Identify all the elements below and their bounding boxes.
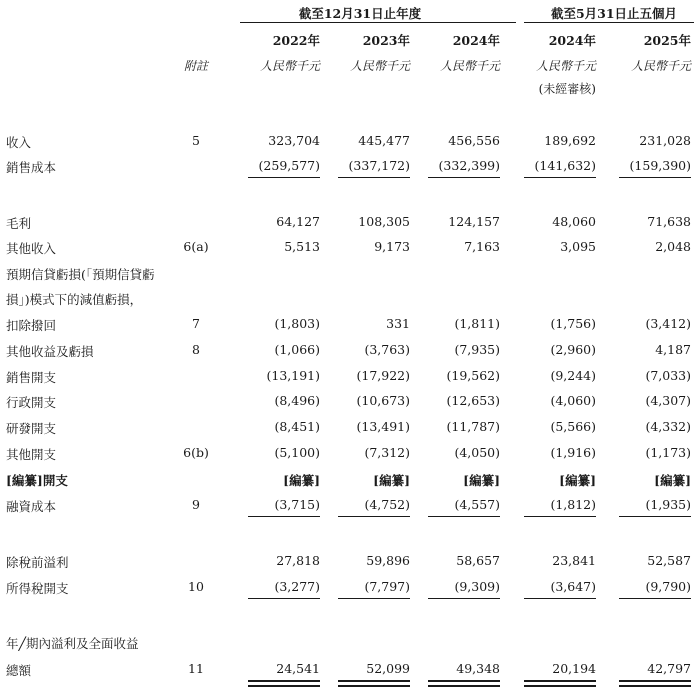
row-value: [編纂] [283,473,320,488]
row-value: 189,692 [544,133,596,148]
subtotal-rule [338,598,410,599]
row-value: (8,451) [274,419,320,434]
subtotal-rule [524,177,596,178]
header-group-annual: 截至12月31日止年度 [298,6,422,21]
row-label: 預期信貸虧損(「預期信貸虧 [6,267,155,282]
row-value: (9,790) [645,579,691,594]
row-value: 48,060 [552,214,596,229]
row-value: (259,577) [258,158,320,173]
row-value: 59,896 [366,553,410,568]
row-value: (7,935) [454,342,500,357]
row-note: 11 [188,661,204,676]
row-label: 損」)模式下的減值虧損， [6,292,143,307]
row-value: (1,756) [550,316,596,331]
row-value: (3,277) [274,579,320,594]
header-unit-2: 人民幣千元 [349,59,410,73]
header-unit-1: 人民幣千元 [259,59,320,73]
header-note-label: 附註 [184,59,209,73]
subtotal-rule [524,598,596,599]
row-value: (332,399) [438,158,500,173]
subtotal-rule [619,598,691,599]
row-value: 445,477 [358,133,410,148]
row-value: (9,244) [550,368,596,383]
subtotal-rule [248,516,320,517]
row-label: 行政開支 [6,395,57,410]
row-value: (7,033) [645,368,691,383]
row-note: 5 [192,133,200,148]
row-value: (1,066) [274,342,320,357]
row-value: (8,496) [274,393,320,408]
row-label: 融資成本 [6,499,57,514]
row-label: 毛利 [6,216,32,231]
row-note: 10 [188,579,204,594]
header-unit-5: 人民幣千元 [630,59,691,73]
row-value: (4,060) [550,393,596,408]
row-value: (4,557) [454,497,500,512]
row-label: 銷售成本 [6,160,57,175]
row-value: (13,191) [266,368,320,383]
total-double-rule [524,680,596,687]
row-value: (4,752) [364,497,410,512]
row-value: (13,491) [356,419,410,434]
row-value: (1,811) [454,316,500,331]
subtotal-rule [619,516,691,517]
row-value: (1,935) [645,497,691,512]
row-label: 其他收入 [6,241,57,256]
row-value: 52,099 [366,661,410,676]
row-value: 23,841 [552,553,596,568]
row-value: (7,312) [364,445,410,460]
row-value: 124,157 [448,214,500,229]
row-value: (5,100) [274,445,320,460]
row-label: 研發開支 [6,421,57,436]
row-value: (1,803) [274,316,320,331]
row-value: (12,653) [446,393,500,408]
subtotal-rule [428,598,500,599]
row-value: (4,050) [454,445,500,460]
row-value: (19,562) [446,368,500,383]
row-label: 除稅前溢利 [6,555,69,570]
row-value: 71,638 [647,214,691,229]
total-double-rule [338,680,410,687]
row-value: 24,541 [276,661,320,676]
header-year-1: 2022年 [272,33,320,48]
row-value: 4,187 [655,342,691,357]
row-value: (337,172) [348,158,410,173]
row-value: 3,095 [560,239,596,254]
row-value: 64,127 [276,214,320,229]
subtotal-rule [428,516,500,517]
subtotal-rule [524,516,596,517]
row-value: 323,704 [268,133,320,148]
total-double-rule [248,680,320,687]
row-value: (4,307) [645,393,691,408]
row-value: 9,173 [374,239,410,254]
row-value: 108,305 [358,214,410,229]
row-label: 扣除撥回 [6,318,57,333]
row-value: (3,647) [550,579,596,594]
row-label: 所得稅開支 [6,581,69,596]
header-unaudited: (未經審核) [538,82,596,96]
row-value: 20,194 [552,661,596,676]
subtotal-rule [428,177,500,178]
row-value: 7,163 [464,239,500,254]
row-label: 總額 [6,663,32,678]
row-value: 456,556 [448,133,500,148]
row-value: (9,309) [454,579,500,594]
subtotal-rule [248,177,320,178]
subtotal-rule [248,598,320,599]
total-double-rule [619,680,691,687]
row-value: (159,390) [629,158,691,173]
row-label: 銷售開支 [6,370,57,385]
row-value: 5,513 [284,239,320,254]
row-value: (2,960) [550,342,596,357]
row-value: 331 [386,316,410,331]
row-value: 2,048 [655,239,691,254]
row-value: (3,715) [274,497,320,512]
header-year-2: 2023年 [362,33,410,48]
row-value: 231,028 [639,133,691,148]
header-year-4: 2024年 [548,33,596,48]
row-value: (7,797) [364,579,410,594]
row-note: 7 [192,316,200,331]
header-year-5: 2025年 [643,33,691,48]
subtotal-rule [338,516,410,517]
row-note: 6(b) [183,445,209,460]
row-value: (5,566) [550,419,596,434]
row-value: 27,818 [276,553,320,568]
row-value: [編纂] [463,473,500,488]
row-note: 9 [192,497,200,512]
row-value: [編纂] [654,473,691,488]
subtotal-rule [338,177,410,178]
row-label: 年╱期內溢利及全面收益 [6,636,139,651]
row-value: (141,632) [534,158,596,173]
row-value: (1,916) [550,445,596,460]
header-group-five-months-rule [524,22,694,23]
row-value: (3,412) [645,316,691,331]
row-note: 6(a) [183,239,209,254]
header-group-five-months: 截至5月31日止五個月 [550,6,678,21]
row-value: [編纂] [559,473,596,488]
row-label: 收入 [6,135,32,150]
row-value: 52,587 [647,553,691,568]
total-double-rule [428,680,500,687]
row-label: 其他開支 [6,447,57,462]
row-note: 8 [192,342,200,357]
row-value: 42,797 [647,661,691,676]
header-unit-4: 人民幣千元 [535,59,596,73]
header-year-3: 2024年 [452,33,500,48]
row-value: (17,922) [356,368,410,383]
row-value: (10,673) [356,393,410,408]
row-value: 49,348 [456,661,500,676]
row-value: (1,173) [645,445,691,460]
header-group-annual-rule [240,22,516,23]
row-value: (3,763) [364,342,410,357]
row-value: (11,787) [446,419,500,434]
row-label: 其他收益及虧損 [6,344,94,359]
row-value: 58,657 [456,553,500,568]
row-label: [編纂]開支 [6,473,68,488]
subtotal-rule [619,177,691,178]
row-value: [編纂] [373,473,410,488]
row-value: (1,812) [550,497,596,512]
row-value: (4,332) [645,419,691,434]
header-unit-3: 人民幣千元 [439,59,500,73]
